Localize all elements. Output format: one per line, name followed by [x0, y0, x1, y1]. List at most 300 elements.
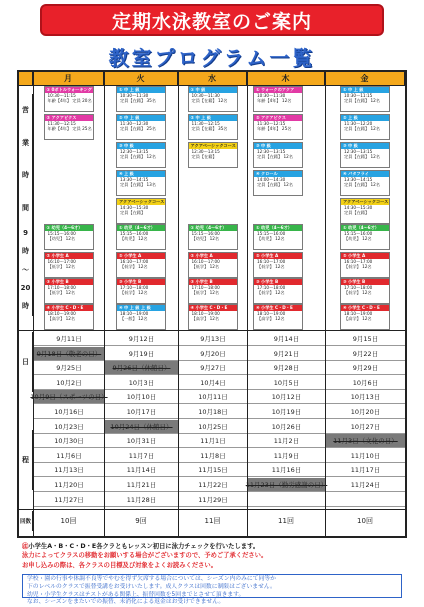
schedule-date-cell — [326, 493, 405, 507]
schedule-date-cell — [179, 347, 247, 361]
class-card-line: 10:30〜11:15 — [47, 93, 76, 98]
class-card-line: 11:30〜12:15 — [257, 121, 286, 126]
schedule-date-text: 10月24日（休館日） — [110, 422, 173, 431]
page-title: 定期水泳教室のご案内 — [111, 10, 312, 33]
schedule-date-text: 10月11日 — [198, 393, 228, 402]
note-class-move: 泳力によってクラスの移動をお願いする場合がございますので、予めご了承ください。 — [22, 552, 268, 560]
schedule-date-cell — [326, 463, 405, 477]
schedule-date-text: 11月1日 — [200, 437, 226, 446]
class-card-line: 17:10〜18:00 — [47, 285, 76, 290]
side-char: 20 — [20, 284, 31, 293]
class-card-line: 16:10〜17:00 — [257, 259, 286, 264]
class-card-line: 10:30〜11:30 — [257, 93, 286, 98]
class-card-line: 18:10〜19:00 — [257, 311, 286, 316]
schedule-date-text: 10月23日 — [54, 422, 84, 431]
class-card-line: 【低学】 12名 — [257, 264, 285, 270]
schedule-date-text: 11月3日（文化の日） — [333, 437, 398, 446]
class-card[interactable] — [116, 224, 166, 250]
day-header: 水 — [178, 72, 247, 86]
schedule-date-cell — [34, 478, 104, 492]
class-card[interactable] — [188, 142, 238, 168]
class-card-line: 14:30〜15:30 — [120, 205, 149, 210]
schedule-date-cell — [105, 463, 178, 477]
class-card-line: 16:10〜17:00 — [344, 259, 373, 264]
class-card-line: 17:10〜18:00 — [120, 285, 149, 290]
class-card-title: ③ 小学生 B — [45, 279, 93, 285]
schedule-date-cell — [326, 376, 405, 390]
schedule-date-cell — [248, 449, 325, 463]
class-card[interactable] — [340, 252, 390, 278]
schedule-date-text: 9月25日 — [56, 364, 82, 373]
class-card-title: ③ 小学生 B — [117, 279, 165, 285]
class-card-title: ④ 小学生 C・D・E — [45, 305, 93, 311]
side-char: 間 — [22, 203, 29, 212]
schedule-date-text: 10月17日 — [126, 408, 157, 416]
class-card-line: 定員【在籍】 13名 — [120, 182, 156, 188]
class-card[interactable] — [188, 86, 238, 112]
class-card-title: ③ 小学生 B — [189, 279, 237, 285]
schedule-date-cell — [326, 449, 405, 463]
schedule-date-text: 11月16日 — [271, 466, 302, 475]
class-card[interactable] — [253, 114, 303, 140]
day-header: 木 — [247, 72, 325, 86]
class-card-title: ③ 小学生 B — [341, 279, 389, 285]
schedule-date-cell — [34, 463, 104, 477]
program-subtitle: 教室プログラム一覧 — [108, 46, 316, 70]
class-card[interactable] — [340, 86, 390, 112]
class-card-line: 【低学】 12名 — [257, 290, 285, 296]
class-card[interactable] — [253, 224, 303, 250]
class-card-title: ④ バタフライ — [341, 171, 389, 177]
schedule-date-text: 10月10日 — [126, 393, 157, 402]
class-card-title: アクアベーシックコース — [343, 199, 389, 204]
class-card[interactable] — [253, 304, 303, 330]
class-card-line: 15:15〜16:00 — [47, 231, 76, 236]
schedule-date-cell — [34, 420, 104, 434]
schedule-date-cell — [34, 493, 104, 507]
class-card-line: 【低学】 12名 — [120, 264, 148, 270]
schedule-date-cell — [34, 376, 104, 390]
class-card-line: 年齢【4年】 定員 25名 — [47, 126, 92, 132]
lesson-count: 10回 — [60, 517, 77, 526]
schedule-date-text: 11月27日 — [54, 495, 84, 504]
class-card-line: 定員【在籍】 — [191, 154, 217, 160]
class-card-line: 17:10〜18:00 — [344, 285, 373, 290]
class-card[interactable] — [116, 278, 166, 304]
class-card-title: ④ 小学生 C・D・E — [341, 305, 389, 311]
class-card-title: ② 小学生 A — [189, 253, 237, 259]
class-card-line: 18:10〜19:00 — [344, 311, 373, 316]
schedule-date-text: 11月8日 — [200, 451, 226, 460]
class-card-line: 12:30〜13:15 — [344, 149, 373, 154]
schedule-date-cell — [34, 449, 104, 463]
class-card-line: 15:15〜16:00 — [344, 231, 373, 236]
policy-line: 学校・園の行事や体調不良等でやむを得ず欠席する場合については、シーズン内のみにて同等か — [27, 576, 276, 582]
class-card-line: 11:30〜12:15 — [191, 121, 220, 126]
schedule-date-cell — [326, 420, 405, 434]
side-label-term — [19, 430, 33, 490]
class-card-line: 定員【在籍】 35名 — [191, 126, 228, 132]
class-card[interactable] — [116, 304, 166, 330]
class-card-line: 【幼児】 12名 — [47, 236, 76, 242]
schedule-date-text: 10月26日 — [271, 422, 302, 431]
class-card[interactable] — [253, 252, 303, 278]
class-card-line: 【低学】 12名 — [47, 290, 76, 296]
day-header: 火 — [104, 72, 178, 86]
class-card-title: ③ 中 級 — [117, 143, 165, 149]
class-card[interactable] — [340, 142, 390, 168]
class-card-line: 【低学】 12名 — [47, 264, 76, 270]
schedule-date-cell — [105, 434, 178, 448]
class-card-title: ② 上 級 — [341, 115, 389, 121]
class-card[interactable] — [340, 114, 390, 140]
class-card[interactable] — [44, 224, 94, 250]
class-card-line: 【高学】 12名 — [257, 316, 285, 322]
note-swim-check — [22, 542, 402, 551]
class-card-line: 【低学】 12名 — [344, 290, 372, 296]
class-card-line: 13:30〜14:15 — [120, 177, 149, 182]
class-card-title: ② 小学生 A — [117, 253, 165, 259]
class-card-title: ② アクアビクス — [254, 115, 302, 121]
class-card-line: 年齢【4年】 25名 — [257, 126, 292, 132]
class-card-line: 【高学】 12名 — [191, 316, 220, 322]
schedule-date-text: 9月26日（休館日） — [112, 364, 171, 373]
lesson-count: 11回 — [278, 517, 294, 526]
class-card-title: ④ クロール — [254, 171, 302, 177]
schedule-date-text: 10月30日 — [54, 437, 84, 446]
class-card-title: ③ 小学生 B — [254, 279, 302, 285]
schedule-date-cell — [326, 478, 405, 492]
schedule-date-text: 11月17日 — [350, 466, 381, 475]
policy-line: 幼児・小学生クラスはテストがある関係上、振替回数を5回までとさせて頂きます。 — [27, 591, 245, 598]
class-card[interactable] — [116, 86, 166, 112]
class-card-line: 17:10〜18:00 — [191, 285, 220, 290]
schedule-date-cell — [105, 449, 178, 463]
schedule-divider — [19, 330, 405, 331]
note-read-targets: お申し込みの際は、各クラスの目標及び対象をよくお読みください。 — [22, 561, 218, 569]
note-mark: ㊟ — [22, 543, 29, 550]
schedule-date-cell — [34, 347, 104, 361]
class-card-title: ① 幼児（4〜6才） — [254, 225, 302, 231]
class-card-line: 定員【在籍】 12名 — [120, 154, 156, 160]
class-card-title: ① 中 級 — [189, 87, 237, 93]
class-card[interactable] — [44, 278, 94, 304]
schedule-date-cell — [105, 361, 178, 375]
class-card-line: 16:10〜17:00 — [191, 259, 220, 264]
schedule-date-text: 9月22日 — [352, 349, 379, 358]
schedule-date-cell — [34, 361, 104, 375]
schedule-date-text: 9月27日 — [200, 364, 226, 373]
schedule-date-text: 10月19日 — [271, 408, 302, 416]
schedule-date-cell — [105, 493, 178, 507]
class-card[interactable] — [253, 86, 303, 112]
schedule-date-text: 9月15日 — [352, 335, 379, 343]
class-card-title: ① ウォークのアクア — [254, 87, 302, 93]
class-card-title: ③ 中 級 — [341, 143, 389, 149]
class-card[interactable] — [340, 278, 390, 304]
class-card[interactable] — [253, 170, 303, 196]
schedule-date-text: 9月19日 — [128, 349, 155, 358]
class-card-line: 【幼児】 12名 — [257, 236, 285, 242]
schedule-date-text: 10月9日（スポーツの日） — [30, 393, 108, 402]
schedule-date-text: 10月4日 — [200, 378, 226, 387]
schedule-date-text: 9月20日 — [200, 349, 226, 358]
schedule-date-text: 10月2日 — [56, 378, 82, 387]
class-card-line: 年齢【4年】 定員 20名 — [47, 98, 92, 104]
schedule-date-cell — [248, 347, 325, 361]
lesson-count: 9回 — [135, 517, 147, 526]
class-card-line: 定員【在籍】 12名 — [344, 182, 380, 188]
schedule-date-cell — [179, 390, 247, 404]
class-card-line: 【幼児】 12名 — [191, 236, 220, 242]
side-label-hours — [19, 94, 33, 224]
class-card[interactable] — [188, 114, 238, 140]
class-card-line: 定員【在籍】 — [120, 210, 146, 216]
class-card-line: 11:30〜12:20 — [344, 121, 373, 126]
schedule-date-text: 9月14日 — [273, 335, 300, 343]
notes-block — [22, 542, 402, 570]
class-card[interactable] — [44, 252, 94, 278]
class-card-line: 定員【在籍】 12名 — [257, 182, 293, 188]
class-card-line: 定員【在籍】 12名 — [344, 126, 380, 132]
schedule-date-cell — [245, 478, 328, 492]
schedule-date-cell — [248, 376, 325, 390]
class-card-title: ① 中 上 級 — [341, 87, 389, 93]
class-card[interactable] — [116, 114, 166, 140]
schedule-date-text: 10月25日 — [198, 422, 228, 431]
class-card-line: 14:30〜15:30 — [344, 205, 373, 210]
class-card-title: アクアベーシックコース — [119, 199, 165, 204]
class-card-line: 10:30〜11:30 — [191, 93, 220, 98]
schedule-sheet — [17, 70, 407, 538]
class-card-line: 10:30〜11:30 — [120, 93, 149, 98]
class-card-line: 【低学】 12名 — [191, 290, 220, 296]
schedule-date-cell — [34, 405, 104, 419]
schedule-date-cell — [248, 493, 325, 507]
schedule-date-cell — [30, 390, 108, 404]
schedule-date-text: 10月16日 — [54, 408, 84, 416]
class-card-title: ① 幼児（4〜6才） — [341, 225, 389, 231]
schedule-date-text: 11月9日 — [273, 451, 300, 460]
class-card-line: 定員【在籍】 25名 — [120, 126, 156, 132]
class-card[interactable] — [340, 304, 390, 330]
class-card-title: ① 幼児（4〜6才） — [117, 225, 165, 231]
schedule-date-text: 10月12日 — [271, 393, 302, 402]
schedule-date-text: 9月11日 — [56, 335, 82, 343]
side-label-date — [19, 332, 33, 392]
note-swim-check-text: 小学生A・B・C・D・E各クラともレッスン初日に泳力チェックを行いたします。 — [28, 543, 260, 550]
class-card-title: ① 幼児（4〜6才） — [45, 225, 93, 231]
class-card-line: 【低学】 12名 — [191, 264, 220, 270]
class-card-title: ④ 小学生 C・D・E — [189, 305, 237, 311]
schedule-date-cell — [105, 376, 178, 390]
side-label-range — [19, 224, 33, 316]
class-card-line: 18:10〜19:00 — [120, 311, 149, 316]
class-card-line: 15:15〜16:00 — [120, 231, 149, 236]
class-card-title: ① 幼児（4〜6才） — [189, 225, 237, 231]
schedule-date-text: 10月20日 — [350, 408, 381, 416]
class-card[interactable] — [188, 278, 238, 304]
schedule-date-text: 9月12日 — [128, 335, 155, 343]
side-char: 9 — [23, 228, 28, 237]
side-char: 〜 — [22, 265, 29, 274]
schedule-date-cell — [34, 434, 104, 448]
schedule-date-text: 11月13日 — [54, 466, 84, 475]
class-card[interactable] — [188, 252, 238, 278]
schedule-date-cell — [248, 420, 325, 434]
schedule-date-cell — [105, 347, 178, 361]
side-char: 時 — [22, 171, 29, 180]
schedule-date-text: 10月27日 — [350, 422, 381, 431]
schedule-date-cell — [179, 332, 247, 346]
class-card-line: 12:30〜13:15 — [257, 149, 286, 154]
class-card-title: ① 中 上 級 — [117, 87, 165, 93]
class-card-line: 12:30〜13:15 — [191, 149, 220, 154]
class-card-line: 定員【在籍】 12名 — [257, 154, 293, 160]
schedule-date-text: 11月20日 — [54, 481, 84, 489]
day-header: 金 — [325, 72, 405, 86]
schedule-date-cell — [105, 478, 178, 492]
schedule-date-text: 10月6日 — [352, 378, 379, 387]
class-card-line: 【低学】 12名 — [120, 290, 148, 296]
class-card[interactable] — [44, 114, 94, 140]
schedule-date-cell — [326, 347, 405, 361]
side-char: 時 — [22, 302, 29, 311]
policy-line: 下のレベルのクラスで振替受講をお受けいたします。成人クラスは回数に制限はございません。 — [27, 583, 276, 590]
class-card-title: ④ 中 上 級 上 級 — [117, 305, 165, 311]
schedule-date-text: 10月18日 — [198, 408, 228, 416]
class-card-line: 18:10〜19:00 — [191, 311, 220, 316]
class-card-line: 【高学】 12名 — [47, 316, 76, 322]
schedule-date-text: 11月23日（勤労感謝の日） — [245, 481, 328, 489]
class-card-line: 【高学】 12名 — [344, 316, 372, 322]
class-card-line: 11:30〜12:30 — [120, 121, 149, 126]
title-banner — [40, 4, 384, 36]
day-header: 月 — [33, 72, 104, 86]
schedule-date-text: 11月21日 — [126, 481, 157, 489]
side-char: 業 — [22, 138, 29, 147]
class-card[interactable] — [44, 304, 94, 330]
class-card[interactable] — [340, 198, 390, 224]
class-card-line: 定員【在籍】 12名 — [344, 98, 380, 104]
schedule-date-cell — [179, 434, 247, 448]
class-card[interactable] — [253, 142, 303, 168]
schedule-date-text: 10月5日 — [273, 378, 300, 387]
class-card-line: 16:10〜17:00 — [47, 259, 76, 264]
schedule-date-text: 9月13日 — [200, 335, 226, 343]
schedule-date-cell — [248, 361, 325, 375]
class-card-title: ② 小学生 A — [45, 253, 93, 259]
schedule-date-text: 10月31日 — [126, 437, 157, 446]
side-label-count — [19, 511, 33, 531]
class-card[interactable] — [253, 278, 303, 304]
lesson-count: 10回 — [357, 517, 373, 526]
side-char: 回数 — [19, 519, 31, 526]
schedule-date-text: 9月28日 — [273, 364, 300, 373]
schedule-date-text: 11月2日 — [273, 437, 300, 446]
class-card-title: ④ 小学生 C・D・E — [254, 305, 302, 311]
class-card-title: ④ 上 級 — [117, 171, 165, 177]
class-card-line: 年齢【4年】 12名 — [257, 98, 292, 104]
schedule-date-text: 11月24日 — [350, 481, 381, 489]
lesson-count: 11回 — [204, 517, 221, 526]
schedule-date-cell — [179, 420, 247, 434]
schedule-date-cell — [248, 463, 325, 477]
schedule-date-cell — [326, 434, 405, 448]
class-card-line: 12:30〜13:15 — [120, 149, 149, 154]
schedule-date-cell — [326, 390, 405, 404]
class-card-line: 【幼児】 12名 — [344, 236, 372, 242]
schedule-date-cell — [105, 420, 178, 434]
class-card[interactable] — [340, 170, 390, 196]
schedule-date-text: 10月13日 — [350, 393, 381, 402]
class-card[interactable] — [116, 170, 166, 196]
class-card-line: 11:30〜12:15 — [47, 121, 76, 126]
schedule-date-cell — [105, 405, 178, 419]
schedule-date-cell — [248, 434, 325, 448]
schedule-date-cell — [179, 449, 247, 463]
schedule-date-text: 11月10日 — [350, 451, 381, 460]
class-card-line: 定員【在籍】 35名 — [120, 98, 156, 104]
class-card[interactable] — [340, 224, 390, 250]
class-card[interactable] — [116, 252, 166, 278]
class-card-line: 10:30〜11:15 — [344, 93, 373, 98]
class-card[interactable] — [116, 198, 166, 224]
class-card-title: ② アクアビクス — [45, 115, 93, 121]
class-card-title: ② 小学生 A — [341, 253, 389, 259]
schedule-date-cell — [248, 405, 325, 419]
class-card-line: 13:30〜14:15 — [344, 177, 373, 182]
class-card-line: 14:00〜14:30 — [257, 177, 286, 182]
schedule-date-cell — [179, 478, 247, 492]
class-card-line: 15:15〜16:00 — [257, 231, 286, 236]
class-card-title: ② 中 上 級 — [189, 115, 237, 121]
class-card-title: アクアベーシックコース — [190, 143, 236, 148]
side-char: 営 — [22, 106, 29, 115]
schedule-date-text: 11月14日 — [126, 466, 157, 475]
class-card-line: 17:10〜18:00 — [257, 285, 286, 290]
schedule-date-text: 11月22日 — [198, 481, 228, 489]
schedule-date-cell — [326, 332, 405, 346]
class-card-line: 定員【在籍】 12名 — [344, 154, 380, 160]
class-card-title: ③ 中 級 — [254, 143, 302, 149]
schedule-date-cell — [179, 405, 247, 419]
schedule-date-cell — [248, 332, 325, 346]
schedule-date-text: 11月6日 — [56, 451, 82, 460]
class-card-line: 【一般】 12名 — [120, 316, 148, 322]
makeup-policy-box — [22, 574, 402, 606]
class-card[interactable] — [44, 86, 94, 112]
class-card[interactable] — [116, 142, 166, 168]
class-card-title: ① 0ボトルウォーキング — [46, 87, 92, 92]
class-card-line: 18:10〜19:00 — [47, 311, 76, 316]
class-card-line: 定員【在籍】 12名 — [191, 98, 228, 104]
side-char: 日 — [22, 358, 29, 366]
schedule-date-text: 11月28日 — [126, 495, 157, 504]
policy-line: なお、シーズンをまたいでの振替、未消化による返金はお受けできません。 — [27, 599, 225, 606]
class-card[interactable] — [188, 304, 238, 330]
schedule-date-text: 11月29日 — [198, 495, 228, 504]
class-card-title: ② 中 上 級 — [117, 115, 165, 121]
side-char: 時 — [22, 246, 29, 255]
class-card[interactable] — [188, 224, 238, 250]
class-card-line: 【幼児】 12名 — [120, 236, 148, 242]
side-char: 程 — [22, 456, 29, 464]
schedule-date-cell — [105, 390, 178, 404]
header-corner — [19, 72, 33, 86]
schedule-date-cell — [179, 463, 247, 477]
schedule-date-cell — [179, 376, 247, 390]
